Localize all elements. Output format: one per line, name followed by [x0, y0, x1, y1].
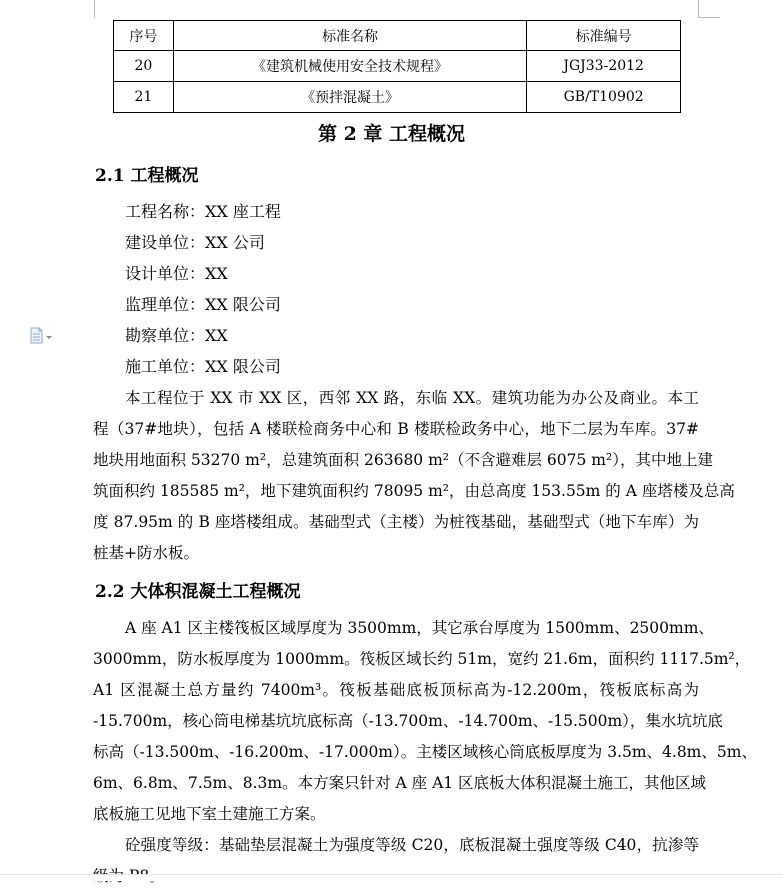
concrete-grade-paragraph	[93, 830, 699, 892]
table-row	[114, 82, 681, 113]
table-header-row	[114, 21, 681, 51]
paragraph-line: 本工程位于 XX 市 XX 区，西邻 XX 路，东临 XX。建筑功能为办公及商业。本工	[125, 389, 699, 407]
crop-mark-left	[94, 0, 95, 18]
table-cell: 21	[114, 82, 174, 113]
info-contractor: 施工单位：XX 限公司	[125, 357, 281, 376]
table-header-cell: 序号	[114, 21, 174, 51]
info-client: 建设单位：XX 公司	[125, 233, 265, 252]
table-cell: GB/T10902	[527, 82, 681, 113]
table-cell: 《预拌混凝土》	[173, 82, 527, 113]
viewport-bottom-edge	[0, 874, 783, 875]
table-cell: JGJ33-2012	[527, 51, 681, 82]
paragraph-line: 桩基+防水板。	[93, 544, 199, 562]
info-surveyor: 勘察单位：XX	[125, 326, 228, 345]
paragraph-line: A1 区混凝土总方量约 7400m³。筏板基础底板顶标高为-12.200m，筏板底标高为	[93, 681, 699, 699]
document-dropdown-icon[interactable]	[30, 327, 54, 345]
paragraph-line: 砼强度等级：基础垫层混凝土为强度等级 C20，底板混凝土强度等级 C40，抗渗等	[125, 836, 699, 854]
info-supervisor: 监理单位：XX 限公司	[125, 295, 281, 314]
standards-table	[113, 20, 681, 113]
paragraph-line: 6m、6.8m、7.5m、8.3m。本方案只针对 A 座 A1 区底板大体积混凝土施工，其他区域	[93, 774, 707, 792]
paragraph-line: -15.700m，核心筒电梯基坑坑底标高（-13.700m、-14.700m、-15.500m），集水坑坑底	[93, 712, 723, 730]
paragraph-line: 筑面积约 185585 m²，地下建筑面积约 78095 m²，由总高度 153.55m 的 A 座塔楼及总高	[93, 482, 735, 500]
table-header-cell: 标准编号	[527, 21, 681, 51]
table-row	[114, 51, 681, 82]
paragraph-line: 3000mm，防水板厚度为 1000mm。筏板区域长约 51m，宽约 21.6m，面积约 1117.5m²，	[93, 650, 751, 668]
paragraph-line: 程（37#地块），包括 A 楼联检商务中心和 B 楼联检政务中心，地下二层为车库。37#	[93, 420, 699, 438]
viewport-bottom-clip	[0, 874, 783, 881]
table-cell: 20	[114, 51, 174, 82]
info-project-name: 工程名称：XX 座工程	[125, 202, 281, 221]
paragraph-line: 底板施工见地下室土建施工方案。	[93, 805, 326, 823]
project-overview-paragraph	[93, 383, 735, 569]
paragraph-line: 度 87.95m 的 B 座塔楼组成。基础型式（主楼）为桩筏基础，基础型式（地下车库）为	[93, 513, 699, 531]
chapter-title: 第 2 章 工程概况	[317, 123, 466, 145]
paragraph-line: 标高（-13.500m、-16.200m、-17.000m）。主楼区域核心筒底板厚度为 3.5m、4.8m、5m、	[93, 743, 757, 761]
mass-concrete-paragraph	[93, 613, 757, 830]
section-heading-2-2: 2.2 大体积混凝土工程概况	[95, 582, 301, 602]
paragraph-line: A 座 A1 区主楼筏板区域厚度为 3500mm，其它承台厚度为 1500mm、2500mm、	[125, 619, 714, 637]
info-designer: 设计单位：XX	[125, 264, 228, 283]
paragraph-line: 地块用地面积 53270 m²，总建筑面积 263680 m²（不含避难层 6075 m²），其中地上建	[93, 451, 713, 469]
table-header-cell: 标准名称	[173, 21, 527, 51]
crop-mark-right-h	[698, 17, 720, 18]
table-cell: 《建筑机械使用安全技术规程》	[173, 51, 527, 82]
section-heading-2-1: 2.1 工程概况	[95, 166, 199, 186]
crop-mark-right-v	[698, 0, 699, 18]
